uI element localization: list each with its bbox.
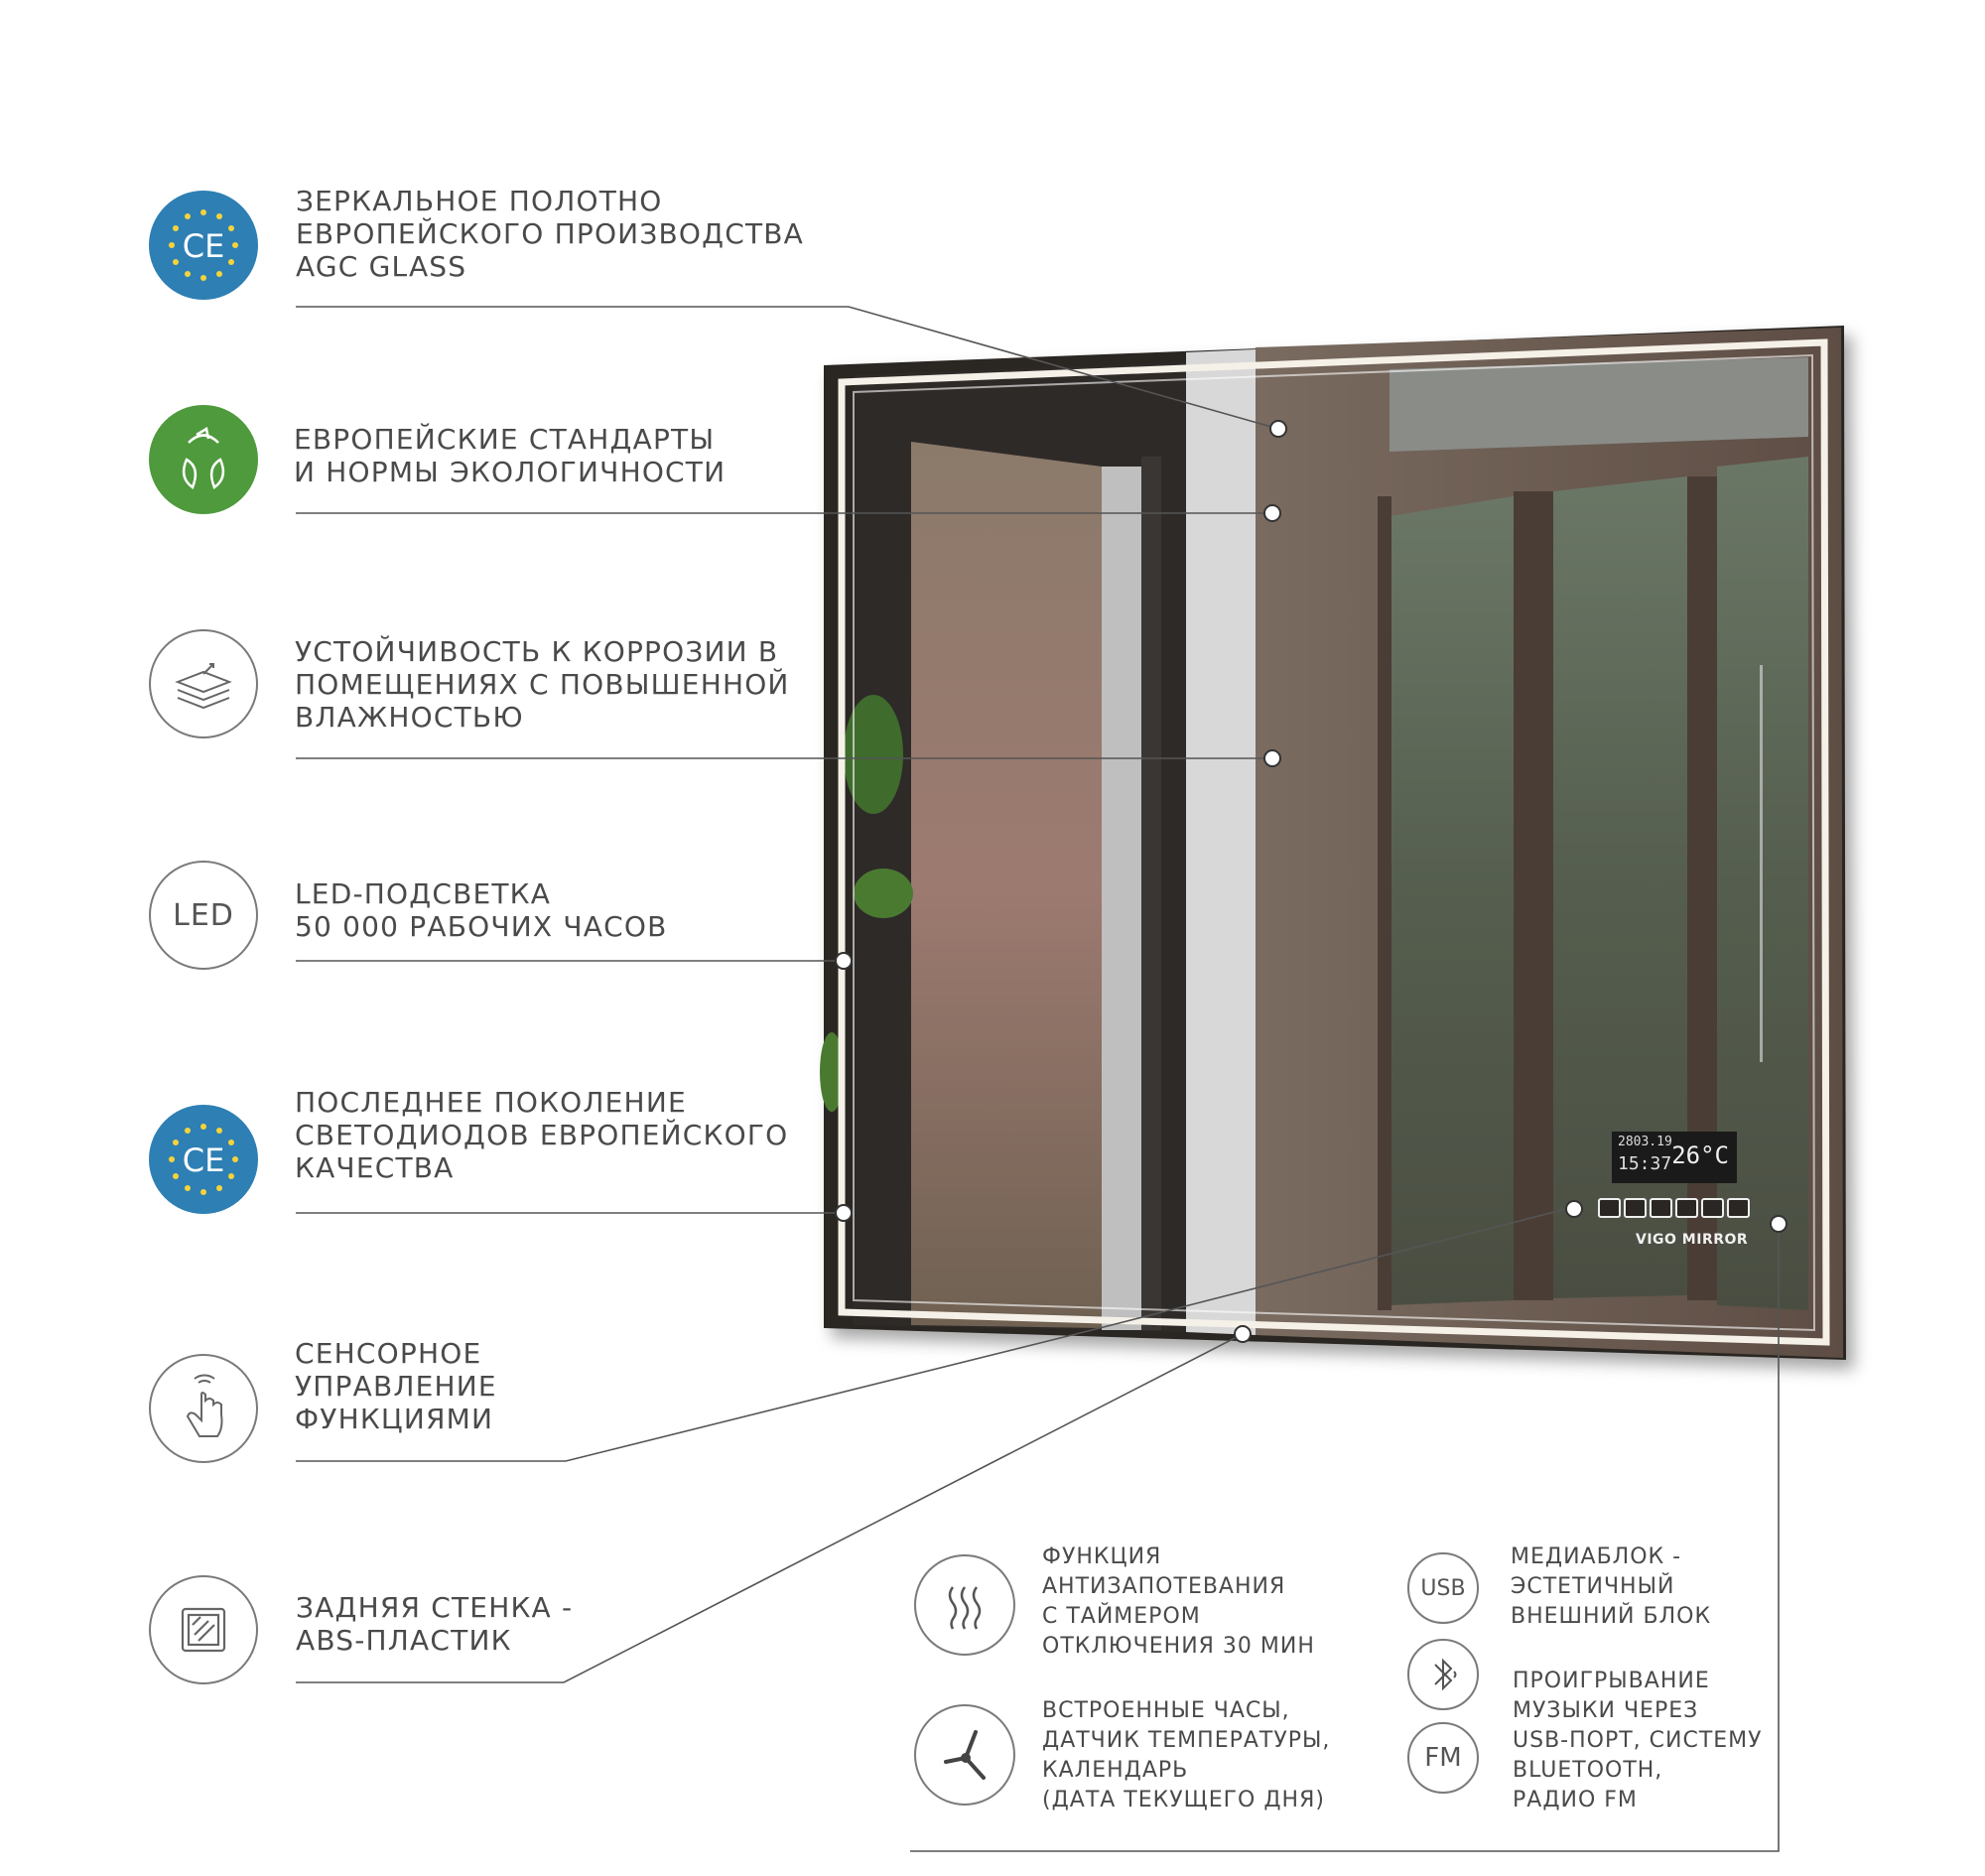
- feature-line: ЗЕРКАЛЬНОЕ ПОЛОТНО: [296, 185, 663, 217]
- display-temperature: 26°C: [1671, 1141, 1729, 1169]
- mirror-brand-label: VIGO MIRROR: [1636, 1232, 1749, 1248]
- feature-line: ЕВРОПЕЙСКОГО ПРОИЗВОДСТВА: [296, 217, 805, 250]
- feature-line: ЗАДНЯЯ СТЕНКА -: [296, 1591, 574, 1624]
- callout-dot: [1264, 505, 1280, 521]
- feature-line: 50 000 РАБОЧИХ ЧАСОВ: [295, 910, 668, 943]
- feature-line: МУЗЫКИ ЧЕРЕЗ: [1513, 1698, 1699, 1723]
- feature-line: ВНЕШНИЙ БЛОК: [1511, 1604, 1712, 1629]
- feature-line: КАЧЕСТВА: [295, 1151, 455, 1184]
- feature-line: BLUETOOTH,: [1513, 1758, 1663, 1783]
- led-icon: [149, 861, 258, 970]
- usb-icon-label: USB: [1420, 1575, 1466, 1601]
- callout-dot: [1235, 1326, 1251, 1342]
- callout-dot: [1264, 750, 1280, 766]
- callout-dot: [1771, 1216, 1786, 1232]
- feature-led-generation: [295, 1086, 788, 1184]
- feature-line: УПРАВЛЕНИЕ: [295, 1370, 497, 1403]
- feature-line: (ДАТА ТЕКУЩЕГО ДНЯ): [1042, 1788, 1325, 1812]
- feature-line: ABS-ПЛАСТИК: [296, 1624, 512, 1657]
- feature-abs-back: [296, 1591, 573, 1657]
- feature-line: ВСТРОЕННЫЕ ЧАСЫ,: [1042, 1698, 1290, 1723]
- feature-line: AGC GLASS: [296, 250, 467, 283]
- moisture-layers-icon: [149, 629, 258, 738]
- feature-line: USB-ПОРТ, СИСТЕМУ: [1513, 1728, 1763, 1753]
- touch-hand-icon: [149, 1354, 258, 1463]
- display-date: 2803.19: [1618, 1135, 1672, 1149]
- back-panel-icon: [149, 1575, 258, 1684]
- feature-line: ОТКЛЮЧЕНИЯ 30 МИН: [1042, 1634, 1315, 1659]
- feature-line: МЕДИАБЛОК -: [1511, 1544, 1682, 1569]
- feature-line: АНТИЗАПОТЕВАНИЯ: [1042, 1574, 1286, 1599]
- feature-corrosion-resistance: [295, 635, 790, 734]
- callout-line: [296, 307, 1278, 429]
- usb-icon: [1407, 1552, 1479, 1624]
- feature-line: РАДИО FM: [1513, 1788, 1638, 1812]
- feature-touch-control: [295, 1337, 497, 1435]
- ce-eu-icon: [149, 191, 258, 300]
- feature-line: ДАТЧИК ТЕМПЕРАТУРЫ,: [1042, 1728, 1331, 1753]
- feature-line: СВЕТОДИОДОВ ЕВРОПЕЙСКОГО: [295, 1119, 789, 1151]
- ce-eu-icon: [149, 1105, 258, 1214]
- feature-line: ЭСТЕТИЧНЫЙ: [1511, 1574, 1675, 1599]
- callout-dot: [836, 1205, 852, 1221]
- feature-line: ФУНКЦИЯ: [1042, 1544, 1162, 1569]
- feature-line: И НОРМЫ ЭКОЛОГИЧНОСТИ: [294, 456, 727, 488]
- callout-dot: [836, 953, 852, 969]
- eco-leaves-icon: [149, 405, 258, 514]
- feature-line: КАЛЕНДАРЬ: [1042, 1758, 1189, 1783]
- feature-line: ПРОИГРЫВАНИЕ: [1513, 1669, 1710, 1693]
- svg-text:CE: CE: [182, 227, 225, 265]
- clock-hands-icon: [914, 1704, 1015, 1806]
- feature-media-block: [1511, 1542, 1711, 1632]
- fm-radio-icon: [1407, 1722, 1479, 1794]
- led-icon-label: LED: [173, 897, 234, 933]
- feature-line: ФУНКЦИЯМИ: [295, 1403, 494, 1435]
- feature-line: УСТОЙЧИВОСТЬ К КОРРОЗИИ В: [295, 635, 779, 668]
- feature-line: ПОМЕЩЕНИЯХ С ПОВЫШЕННОЙ: [295, 668, 790, 701]
- callout-dot: [1270, 421, 1286, 437]
- feature-line: ЕВРОПЕЙСКИЕ СТАНДАРТЫ: [294, 423, 716, 456]
- svg-text:CE: CE: [182, 1141, 225, 1179]
- feature-clock: [1042, 1696, 1330, 1815]
- feature-line: LED-ПОДСВЕТКА: [295, 877, 552, 910]
- feature-antifog: [1042, 1542, 1315, 1662]
- bluetooth-icon: [1407, 1639, 1479, 1710]
- feature-line: ВЛАЖНОСТЬЮ: [295, 701, 524, 734]
- fm-icon-label: FM: [1424, 1743, 1462, 1773]
- feature-line: ПОСЛЕДНЕЕ ПОКОЛЕНИЕ: [295, 1086, 687, 1119]
- feature-led-lighting: [295, 877, 668, 943]
- heat-waves-icon: [914, 1554, 1015, 1656]
- feature-music-playback: [1513, 1667, 1763, 1815]
- callout-dot: [1566, 1201, 1582, 1217]
- feature-line: СЕНСОРНОЕ: [295, 1337, 482, 1370]
- feature-agc-glass: [296, 185, 804, 283]
- display-time: 15:37: [1618, 1153, 1672, 1174]
- feature-line: С ТАЙМЕРОМ: [1042, 1604, 1201, 1629]
- feature-eco-standards: [294, 423, 726, 488]
